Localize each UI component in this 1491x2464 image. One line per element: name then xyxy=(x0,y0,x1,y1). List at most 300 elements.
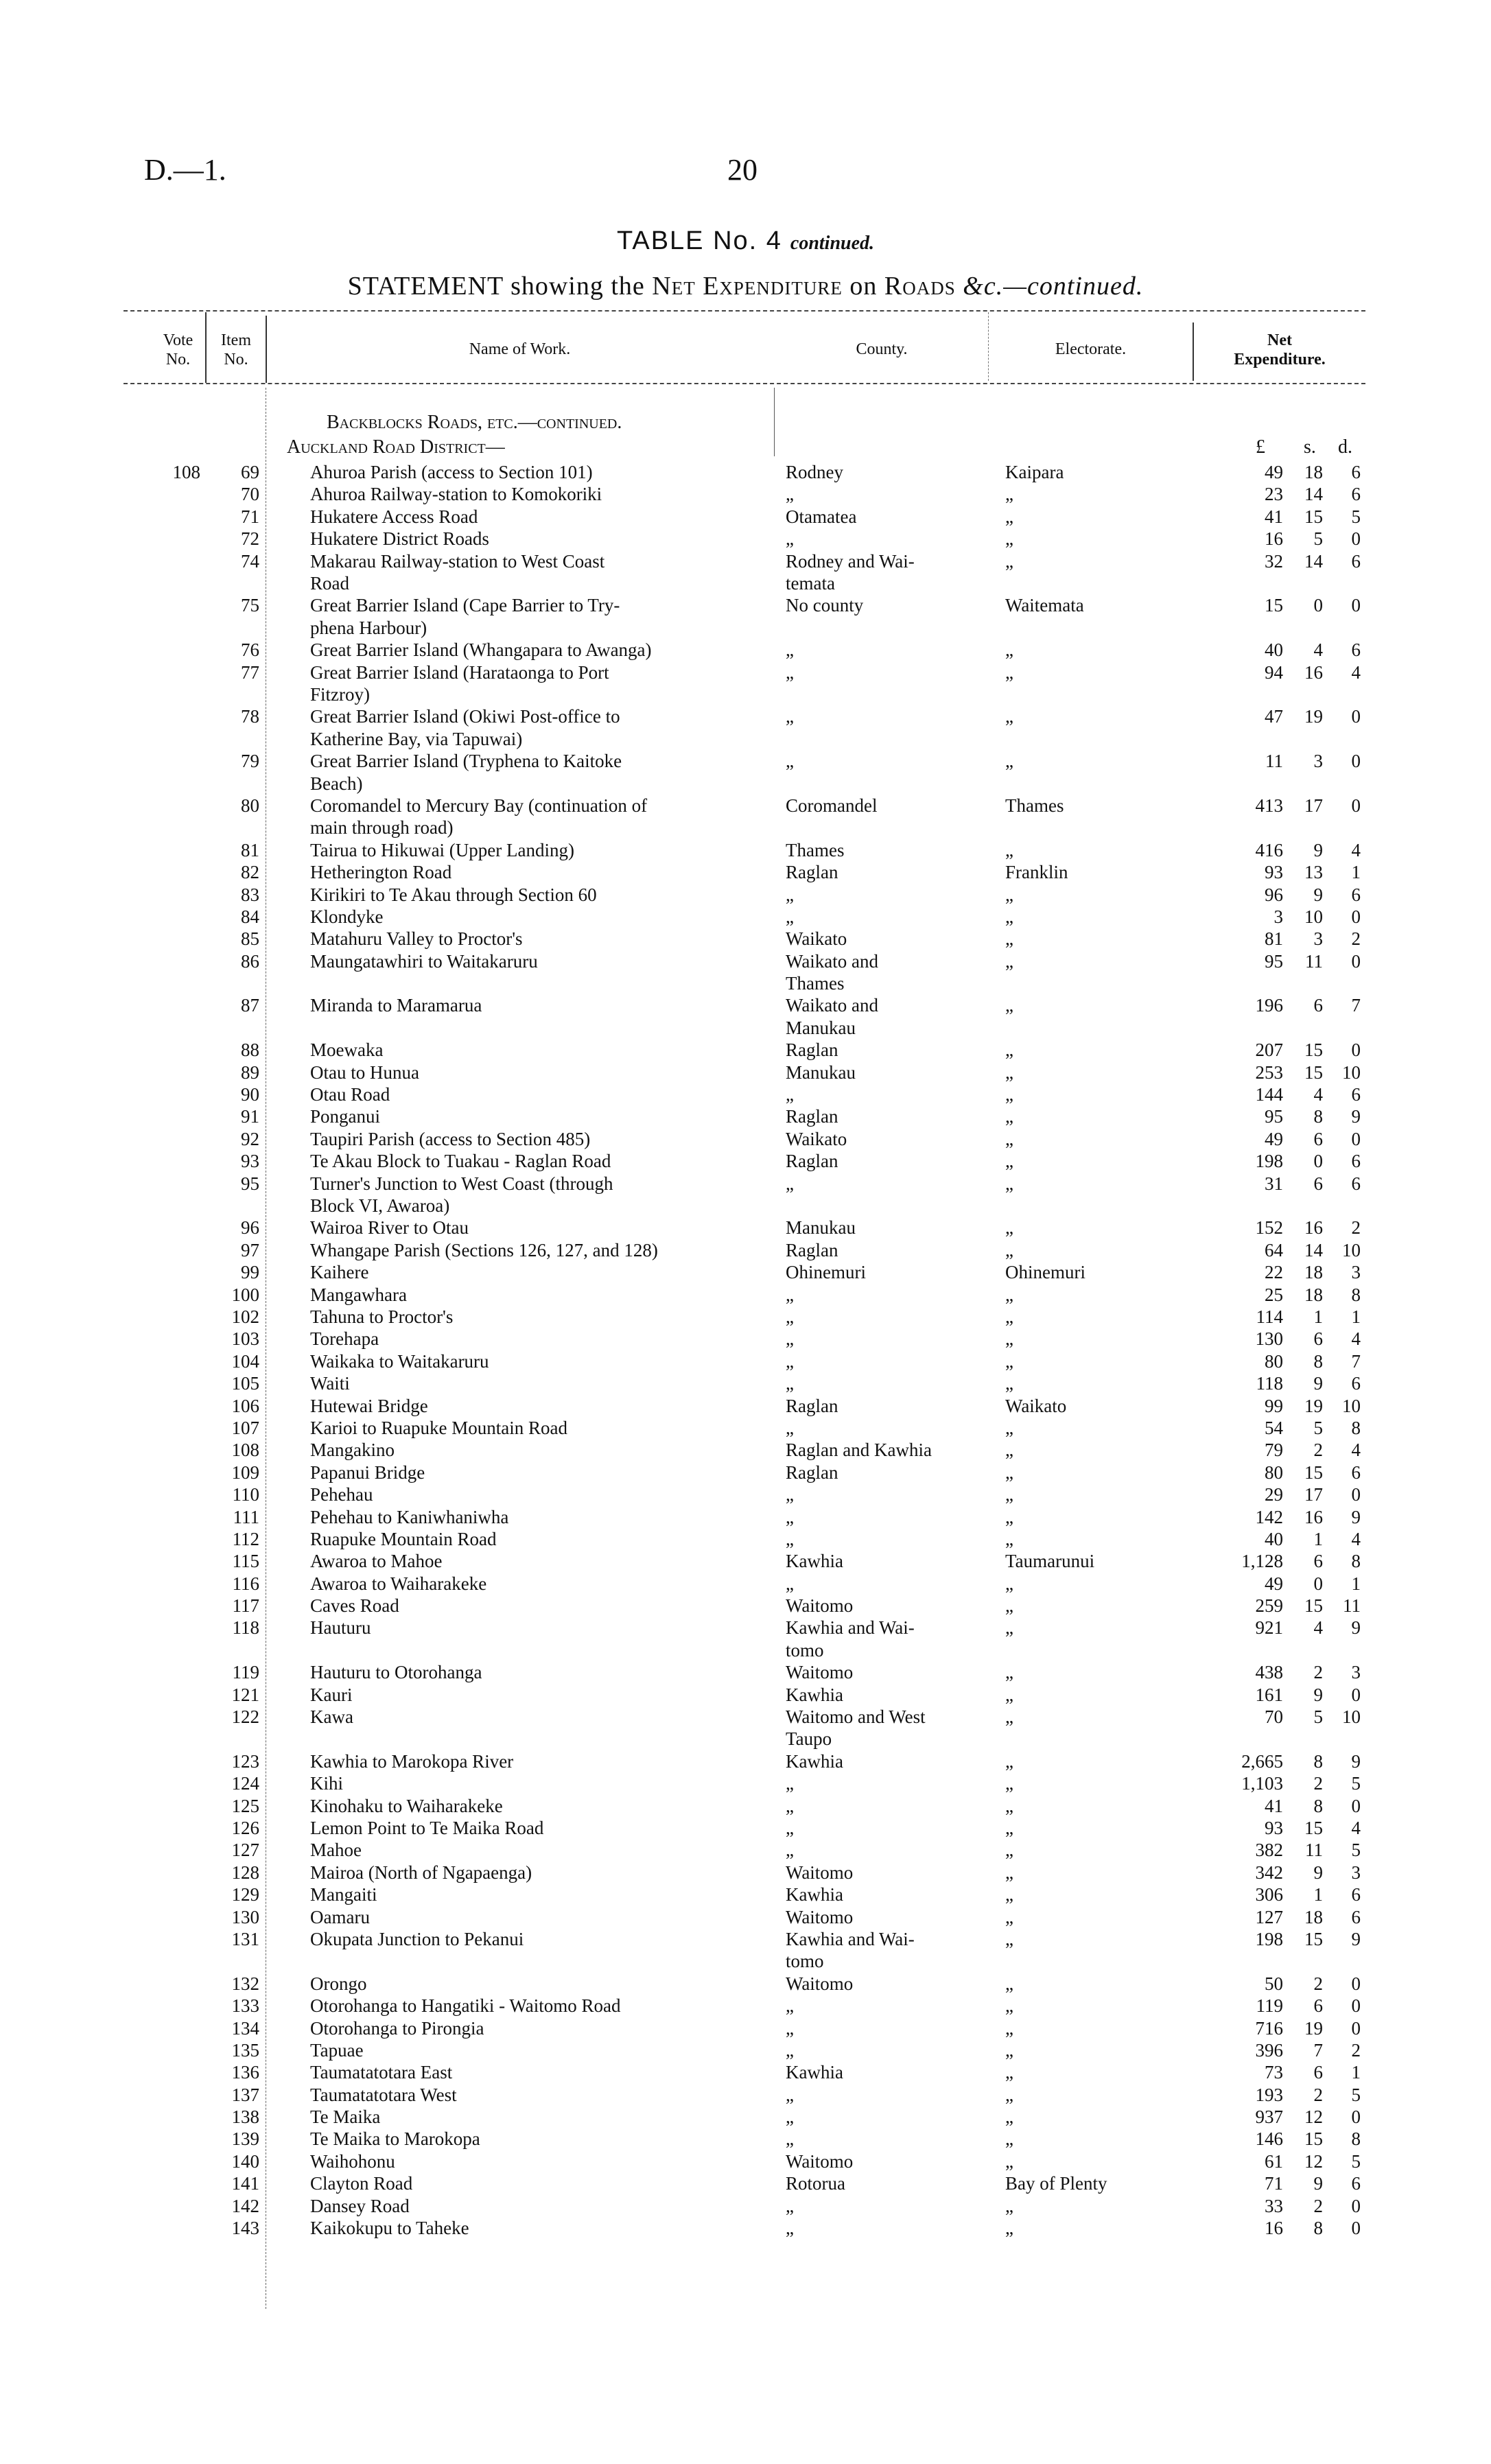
county-cell: „ xyxy=(786,1284,794,1305)
pence-cell: 9 xyxy=(1351,1106,1361,1127)
electorate-cell: Kaipara xyxy=(1005,462,1064,482)
item-number-cell: 106 xyxy=(231,1395,259,1416)
pounds-cell: 198 xyxy=(1255,1151,1283,1172)
item-number-cell: 133 xyxy=(231,1995,259,2017)
electorate-cell: „ xyxy=(1005,1706,1013,1728)
electorate-cell: „ xyxy=(1005,2128,1013,2150)
pounds-cell: 49 xyxy=(1265,462,1283,482)
work-name-cell: Awaroa to Waiharakeke xyxy=(310,1573,487,1594)
work-name-cell: Tahuna to Proctor's xyxy=(310,1306,454,1327)
work-name-cell: Hauturu to Otorohanga xyxy=(310,1662,482,1683)
pounds-cell: 81 xyxy=(1265,928,1283,950)
pence-cell: 8 xyxy=(1351,1551,1361,1572)
pence-cell: 8 xyxy=(1351,1417,1361,1438)
shillings-cell: 1 xyxy=(1313,1306,1323,1327)
pence-cell: 6 xyxy=(1351,1084,1361,1105)
item-number-cell: 103 xyxy=(231,1328,259,1350)
item-number-cell: 118 xyxy=(232,1617,259,1639)
electorate-cell: „ xyxy=(1005,661,1013,683)
pence-cell: 0 xyxy=(1351,1973,1361,1994)
work-name-cell: Te Akau Block to Tuakau - Raglan Road xyxy=(310,1151,611,1172)
shillings-cell: 9 xyxy=(1313,1684,1323,1705)
county-cell: „ xyxy=(786,484,794,505)
item-number-cell: 132 xyxy=(231,1973,259,1994)
item-number-cell: 100 xyxy=(231,1284,259,1305)
electorate-cell: „ xyxy=(1005,839,1013,860)
item-number-cell: 143 xyxy=(231,2218,259,2239)
shillings-cell: 5 xyxy=(1313,528,1323,550)
item-number-cell: 90 xyxy=(241,1084,259,1105)
item-number-cell: 76 xyxy=(241,640,259,661)
table-row xyxy=(0,1817,1491,1839)
item-number-cell: 128 xyxy=(231,1862,259,1883)
pence-cell: 3 xyxy=(1351,1262,1361,1283)
table-row xyxy=(0,906,1491,928)
pounds-cell: 11 xyxy=(1265,751,1283,772)
table-row xyxy=(0,1150,1491,1172)
electorate-cell: „ xyxy=(1005,1328,1013,1350)
pence-cell: 5 xyxy=(1351,1840,1361,1861)
item-number-cell: 111 xyxy=(233,1506,259,1527)
shillings-cell: 0 xyxy=(1313,595,1323,616)
table-row xyxy=(0,2172,1491,2194)
pence-cell: 9 xyxy=(1351,1750,1361,1772)
shillings-cell: 7 xyxy=(1313,2039,1323,2061)
table-row xyxy=(0,994,1491,1039)
pounds-cell: 93 xyxy=(1265,1818,1283,1838)
table-row xyxy=(0,1261,1491,1283)
work-name-cell: Hukatere District Roads xyxy=(310,528,489,550)
electorate-cell: „ xyxy=(1005,528,1013,550)
item-number-cell: 87 xyxy=(241,995,259,1016)
county-cell: Waitomo xyxy=(786,1862,854,1883)
shillings-cell: 8 xyxy=(1313,1795,1323,1816)
item-number-cell: 69 xyxy=(241,462,259,482)
shillings-cell: 2 xyxy=(1313,1973,1323,1994)
table-row xyxy=(0,1039,1491,1061)
table-row xyxy=(0,1772,1491,1794)
electorate-cell: „ xyxy=(1005,1350,1013,1372)
item-number-cell: 97 xyxy=(241,1239,259,1260)
county-cell: „ xyxy=(786,884,794,905)
county-cell: Waikato and Manukau xyxy=(786,995,879,1038)
work-name-cell: Oamaru xyxy=(310,1906,370,1927)
work-name-cell: Kauri xyxy=(310,1684,353,1705)
item-number-cell: 88 xyxy=(241,1040,259,1061)
electorate-cell: „ xyxy=(1005,1795,1013,1816)
shillings-cell: 16 xyxy=(1304,1506,1323,1527)
shillings-cell: 8 xyxy=(1313,2218,1323,2239)
county-cell: Kawhia and Wai- tomo xyxy=(786,1617,915,1661)
shillings-cell: 9 xyxy=(1313,839,1323,860)
work-name-cell: Great Barrier Island (Tryphena to Kaitoke Beach) xyxy=(310,751,622,794)
table-row xyxy=(0,1862,1491,1884)
statement-heading xyxy=(0,271,1491,301)
county-cell: Waitomo xyxy=(786,1906,854,1927)
work-name-cell: Mahoe xyxy=(310,1840,362,1861)
county-cell: „ xyxy=(786,1373,794,1394)
pence-cell: 0 xyxy=(1351,1684,1361,1705)
county-cell: Rodney xyxy=(786,462,843,482)
county-cell: Waitomo xyxy=(786,2150,854,2172)
pounds-cell: 99 xyxy=(1265,1395,1283,1416)
work-name-cell: Hauturu xyxy=(310,1617,371,1639)
table-row xyxy=(0,928,1491,950)
county-cell: „ xyxy=(786,2017,794,2039)
pounds-cell: 144 xyxy=(1255,1084,1283,1105)
table-row xyxy=(0,594,1491,639)
electorate-cell: „ xyxy=(1005,1151,1013,1172)
shillings-cell: 8 xyxy=(1313,1106,1323,1127)
electorate-cell: „ xyxy=(1005,1506,1013,1527)
county-cell: Otamatea xyxy=(786,506,857,527)
county-cell: „ xyxy=(786,1773,794,1794)
work-name-cell: Klondyke xyxy=(310,906,384,927)
pounds-cell: 49 xyxy=(1265,1573,1283,1594)
shillings-cell: 11 xyxy=(1305,950,1323,972)
work-name-cell: Coromandel to Mercury Bay (continuation of main through road) xyxy=(310,795,648,838)
shillings-cell: 2 xyxy=(1313,1662,1323,1683)
table-row xyxy=(0,950,1491,995)
item-number-cell: 112 xyxy=(232,1528,259,1549)
electorate-cell: „ xyxy=(1005,1128,1013,1149)
shillings-cell: 3 xyxy=(1313,928,1323,950)
pence-cell: 6 xyxy=(1351,1151,1361,1172)
header-name-of-work: Name of Work. xyxy=(469,340,571,358)
shillings-cell: 15 xyxy=(1304,1928,1323,1949)
shillings-cell: 10 xyxy=(1304,906,1323,927)
pounds-cell: 207 xyxy=(1255,1040,1283,1061)
shillings-cell: 6 xyxy=(1313,995,1323,1016)
work-name-cell: Lemon Point to Te Maika Road xyxy=(310,1818,544,1838)
table-row xyxy=(0,2017,1491,2039)
table-row xyxy=(0,1906,1491,1928)
pence-cell: 0 xyxy=(1351,1795,1361,1816)
county-cell: „ xyxy=(786,2039,794,2061)
pence-cell: 2 xyxy=(1351,928,1361,950)
shillings-cell: 2 xyxy=(1313,1773,1323,1794)
item-number-cell: 130 xyxy=(231,1906,259,1927)
table-row xyxy=(0,661,1491,706)
shillings-cell: 12 xyxy=(1304,2150,1323,2172)
electorate-cell: „ xyxy=(1005,950,1013,972)
work-name-cell: Hukatere Access Road xyxy=(310,506,478,527)
shillings-cell: 19 xyxy=(1304,2017,1323,2039)
pounds-cell: 438 xyxy=(1255,1662,1283,1683)
electorate-cell: „ xyxy=(1005,1818,1013,1838)
table-title xyxy=(0,226,1491,256)
county-cell: Waikato xyxy=(786,928,847,950)
electorate-cell: „ xyxy=(1005,1061,1013,1083)
county-cell: Waikato xyxy=(786,1128,847,1149)
electorate-cell: „ xyxy=(1005,2017,1013,2039)
column-divider xyxy=(205,312,207,383)
vote-number-cell: 108 xyxy=(172,462,200,482)
pounds-cell: 29 xyxy=(1265,1484,1283,1505)
shillings-cell: 9 xyxy=(1313,2173,1323,2194)
table-row xyxy=(0,2106,1491,2128)
county-cell: Kawhia xyxy=(786,1750,843,1772)
pence-cell: 6 xyxy=(1351,1884,1361,1905)
shillings-cell: 0 xyxy=(1313,1151,1323,1172)
item-number-cell: 72 xyxy=(241,528,259,550)
pounds-cell: 64 xyxy=(1265,1239,1283,1260)
shillings-cell: 3 xyxy=(1313,751,1323,772)
work-name-cell: Taumatatotara East xyxy=(310,2062,453,2083)
electorate-cell: „ xyxy=(1005,2218,1013,2239)
county-cell: Kawhia xyxy=(786,1684,843,1705)
electorate-cell: „ xyxy=(1005,1773,1013,1794)
pence-cell: 6 xyxy=(1351,1906,1361,1927)
work-name-cell: Karioi to Ruapuke Mountain Road xyxy=(310,1417,567,1438)
county-cell: „ xyxy=(786,1573,794,1594)
item-number-cell: 115 xyxy=(232,1551,259,1572)
electorate-cell: „ xyxy=(1005,995,1013,1016)
shillings-cell: 9 xyxy=(1313,1373,1323,1394)
pence-cell: 0 xyxy=(1351,1128,1361,1149)
shillings-cell: 18 xyxy=(1304,1262,1323,1283)
item-number-cell: 83 xyxy=(241,884,259,905)
table-row xyxy=(0,1528,1491,1550)
work-name-cell: Kawa xyxy=(310,1706,353,1728)
electorate-cell: Taumarunui xyxy=(1005,1551,1095,1572)
pounds-cell: 50 xyxy=(1265,1973,1283,1994)
header-electorate: Electorate. xyxy=(1055,340,1127,358)
work-name-cell: Ahuroa Railway-station to Komokoriki xyxy=(310,484,602,505)
statement-on: on xyxy=(842,272,884,301)
work-name-cell: Caves Road xyxy=(310,1595,399,1617)
work-name-cell: Otorohanga to Hangatiki - Waitomo Road xyxy=(310,1995,621,2017)
item-number-cell: 136 xyxy=(231,2062,259,2083)
item-number-cell: 123 xyxy=(231,1750,259,1772)
item-number-cell: 135 xyxy=(231,2039,259,2061)
pounds-cell: 54 xyxy=(1265,1417,1283,1438)
item-number-cell: 137 xyxy=(231,2084,259,2105)
pence-cell: 6 xyxy=(1351,462,1361,482)
pence-cell: 10 xyxy=(1342,1061,1361,1083)
work-name-cell: Whangape Parish (Sections 126, 127, and 128) xyxy=(310,1239,658,1260)
table-row xyxy=(0,1173,1491,1217)
item-number-cell: 70 xyxy=(241,484,259,505)
county-cell: „ xyxy=(786,2128,794,2150)
pence-cell: 4 xyxy=(1351,1818,1361,1838)
work-name-cell: Papanui Bridge xyxy=(310,1462,425,1483)
shillings-cell: 11 xyxy=(1305,1840,1323,1861)
table-row xyxy=(0,1795,1491,1817)
pence-cell: 4 xyxy=(1351,1528,1361,1549)
table-row xyxy=(0,1684,1491,1706)
item-number-cell: 125 xyxy=(231,1795,259,1816)
pounds-cell: 70 xyxy=(1265,1706,1283,1728)
table-row xyxy=(0,1105,1491,1127)
table-row xyxy=(0,1328,1491,1350)
electorate-cell: „ xyxy=(1005,1417,1013,1438)
pounds-unit: £ xyxy=(1256,436,1265,458)
work-name-cell: Te Maika xyxy=(310,2107,381,2128)
county-cell: Raglan xyxy=(786,1395,838,1416)
pounds-cell: 152 xyxy=(1255,1217,1283,1239)
pounds-cell: 25 xyxy=(1265,1284,1283,1305)
pence-cell: 3 xyxy=(1351,1662,1361,1683)
work-name-cell: Hetherington Road xyxy=(310,862,452,883)
electorate-cell: „ xyxy=(1005,1462,1013,1483)
item-number-cell: 131 xyxy=(231,1928,259,1949)
table-row xyxy=(0,1372,1491,1394)
work-name-cell: Taupiri Parish (access to Section 485) xyxy=(310,1128,591,1149)
table-row xyxy=(0,839,1491,861)
county-cell: Raglan xyxy=(786,1239,838,1260)
pounds-cell: 41 xyxy=(1265,506,1283,527)
item-number-cell: 122 xyxy=(231,1706,259,1728)
pence-cell: 7 xyxy=(1351,1350,1361,1372)
shillings-cell: 8 xyxy=(1313,1750,1323,1772)
item-number-cell: 119 xyxy=(232,1662,259,1683)
section-heading: Backblocks Roads, etc.—continued. xyxy=(327,412,622,433)
shillings-cell: 0 xyxy=(1313,1573,1323,1594)
county-cell: Raglan xyxy=(786,862,838,883)
pence-cell: 1 xyxy=(1351,2062,1361,2083)
pounds-cell: 22 xyxy=(1265,1262,1283,1283)
work-name-cell: Pehehau xyxy=(310,1484,373,1505)
item-number-cell: 129 xyxy=(231,1884,259,1905)
column-divider xyxy=(988,312,989,381)
statement-roads: Roads xyxy=(884,272,956,301)
electorate-cell: „ xyxy=(1005,706,1013,727)
item-number-cell: 77 xyxy=(241,661,259,683)
county-cell: Waitomo xyxy=(786,1595,854,1617)
electorate-cell: „ xyxy=(1005,1084,1013,1105)
item-number-cell: 121 xyxy=(231,1684,259,1705)
work-name-cell: Moewaka xyxy=(310,1040,384,1061)
item-number-cell: 126 xyxy=(231,1818,259,1838)
pounds-cell: 79 xyxy=(1265,1440,1283,1461)
pence-cell: 5 xyxy=(1351,1773,1361,1794)
electorate-cell: „ xyxy=(1005,1928,1013,1949)
pence-cell: 10 xyxy=(1342,1395,1361,1416)
pence-cell: 6 xyxy=(1351,884,1361,905)
table-row xyxy=(0,1973,1491,1995)
shillings-cell: 9 xyxy=(1313,1862,1323,1883)
shillings-cell: 19 xyxy=(1304,706,1323,727)
pounds-cell: 146 xyxy=(1255,2128,1283,2150)
item-number-cell: 134 xyxy=(231,2017,259,2039)
shillings-cell: 15 xyxy=(1304,1061,1323,1083)
item-number-cell: 74 xyxy=(241,550,259,572)
pence-cell: 4 xyxy=(1351,839,1361,860)
table-row xyxy=(0,1573,1491,1595)
county-cell: „ xyxy=(786,2218,794,2239)
shillings-cell: 15 xyxy=(1304,1818,1323,1838)
document-code: D.—1. xyxy=(144,153,226,187)
county-cell: Waitomo xyxy=(786,1662,854,1683)
shillings-cell: 4 xyxy=(1313,640,1323,661)
pounds-cell: 16 xyxy=(1265,2218,1283,2239)
pounds-cell: 71 xyxy=(1265,2173,1283,2194)
item-number-cell: 93 xyxy=(241,1151,259,1172)
shillings-cell: 6 xyxy=(1313,1995,1323,2017)
pounds-cell: 114 xyxy=(1256,1306,1283,1327)
table-row xyxy=(0,1928,1491,1973)
county-cell: „ xyxy=(786,1528,794,1549)
table-row xyxy=(0,1483,1491,1505)
work-name-cell: Clayton Road xyxy=(310,2173,413,2194)
pence-cell: 1 xyxy=(1351,862,1361,883)
item-number-cell: 92 xyxy=(241,1128,259,1149)
pence-cell: 1 xyxy=(1351,1573,1361,1594)
shillings-cell: 8 xyxy=(1313,1350,1323,1372)
header-top-rule xyxy=(124,310,1365,312)
work-name-cell: Mangaiti xyxy=(310,1884,377,1905)
shillings-unit: s. xyxy=(1304,436,1316,458)
table-row xyxy=(0,1462,1491,1483)
work-name-cell: Tapuae xyxy=(310,2039,364,2061)
header-item-no: Item No. xyxy=(221,331,251,368)
work-name-cell: Ruapuke Mountain Road xyxy=(310,1528,497,1549)
pence-cell: 0 xyxy=(1351,2195,1361,2216)
table-row xyxy=(0,1061,1491,1083)
pence-cell: 3 xyxy=(1351,1862,1361,1883)
work-name-cell: Kawhia to Marokopa River xyxy=(310,1750,514,1772)
table-row xyxy=(0,639,1491,661)
electorate-cell: „ xyxy=(1005,640,1013,661)
work-name-cell: Mangawhara xyxy=(310,1284,407,1305)
item-number-cell: 91 xyxy=(241,1106,259,1127)
statement-net-expenditure: Net Expenditure xyxy=(652,272,843,301)
work-name-cell: Matahuru Valley to Proctor's xyxy=(310,928,523,950)
shillings-cell: 15 xyxy=(1304,1040,1323,1061)
shillings-cell: 2 xyxy=(1313,2195,1323,2216)
pounds-cell: 95 xyxy=(1265,1106,1283,1127)
pence-cell: 0 xyxy=(1351,1040,1361,1061)
shillings-cell: 5 xyxy=(1313,1417,1323,1438)
table-row xyxy=(0,2150,1491,2172)
work-name-cell: Kihi xyxy=(310,1773,344,1794)
work-name-cell: Maungatawhiri to Waitakaruru xyxy=(310,950,538,972)
pence-cell: 6 xyxy=(1351,1373,1361,1394)
work-name-cell: Waikaka to Waitakaruru xyxy=(310,1350,489,1372)
work-name-cell: Kaihere xyxy=(310,1262,369,1283)
pounds-cell: 306 xyxy=(1255,1884,1283,1905)
county-cell: Ohinemuri xyxy=(786,1262,866,1283)
electorate-cell: Thames xyxy=(1005,795,1064,816)
shillings-cell: 15 xyxy=(1304,2128,1323,2150)
pence-cell: 4 xyxy=(1351,1440,1361,1461)
table-row xyxy=(0,506,1491,528)
pence-cell: 2 xyxy=(1351,1217,1361,1239)
pence-cell: 0 xyxy=(1351,906,1361,927)
pounds-cell: 1,128 xyxy=(1241,1551,1283,1572)
header-county: County. xyxy=(856,340,908,358)
electorate-cell: „ xyxy=(1005,1906,1013,1927)
work-name-cell: Mangakino xyxy=(310,1440,395,1461)
statement-prefix: STATEMENT showing the xyxy=(347,272,653,301)
shillings-cell: 1 xyxy=(1313,1528,1323,1549)
electorate-cell: „ xyxy=(1005,2084,1013,2105)
shillings-cell: 17 xyxy=(1304,795,1323,816)
electorate-cell: „ xyxy=(1005,906,1013,927)
pounds-cell: 342 xyxy=(1255,1862,1283,1883)
pounds-cell: 40 xyxy=(1265,1528,1283,1549)
pounds-cell: 921 xyxy=(1255,1617,1283,1639)
electorate-cell: Bay of Plenty xyxy=(1005,2173,1107,2194)
shillings-cell: 18 xyxy=(1304,1284,1323,1305)
work-name-cell: Wairoa River to Otau xyxy=(310,1217,469,1239)
pounds-cell: 413 xyxy=(1255,795,1283,816)
electorate-cell: Waitemata xyxy=(1005,595,1084,616)
pounds-cell: 49 xyxy=(1265,1128,1283,1149)
county-cell: Kawhia xyxy=(786,1551,843,1572)
pence-cell: 0 xyxy=(1351,1484,1361,1505)
